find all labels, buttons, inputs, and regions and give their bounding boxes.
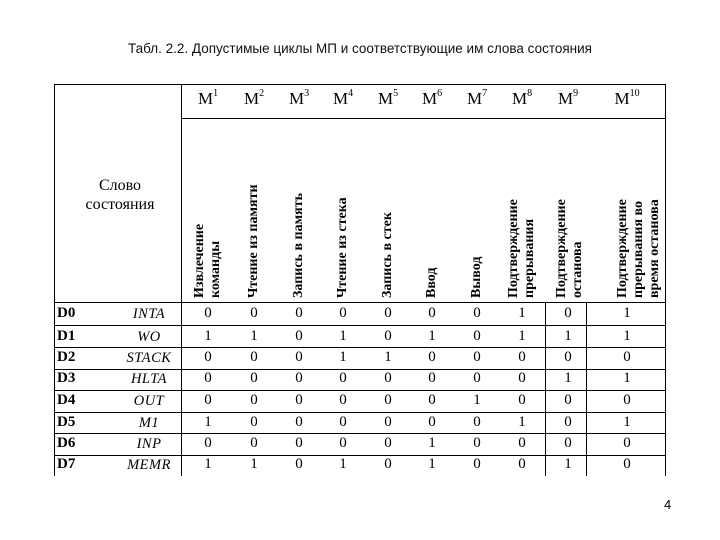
table-cell: 0 xyxy=(250,370,258,386)
table-cell: 0 xyxy=(623,392,631,408)
table-cell: 1 xyxy=(564,370,572,386)
table-cell: 1 xyxy=(518,305,526,321)
cycle-header-2 xyxy=(232,88,276,109)
table-cell: 0 xyxy=(295,435,303,451)
table-cell: 0 xyxy=(295,370,303,386)
cycle-letter: M xyxy=(511,89,528,108)
table-cell: 0 xyxy=(518,435,526,451)
table-cell: 0 xyxy=(473,349,481,365)
table-cell: 0 xyxy=(295,328,303,344)
cycle-letter: M xyxy=(614,89,630,108)
cycle-label-text: Запись в стек xyxy=(380,212,395,298)
table-cell: 1 xyxy=(518,328,526,344)
table-cell: 0 xyxy=(518,392,526,408)
table-cell: 1 xyxy=(339,328,347,344)
cycle-letter: M xyxy=(243,89,260,108)
table-cell: 0 xyxy=(295,392,303,408)
table-cell: 0 xyxy=(428,392,436,408)
table-cell: 0 xyxy=(339,392,347,408)
table-cell: 1 xyxy=(428,435,436,451)
table-cell: 1 xyxy=(204,328,212,344)
cycle-letter: M xyxy=(557,89,574,108)
grid-hline-1 xyxy=(54,302,666,303)
cycle-letter: M xyxy=(197,89,214,108)
table-cell: 0 xyxy=(204,435,212,451)
table-cell: 0 xyxy=(339,435,347,451)
grid-hline-5 xyxy=(54,390,666,391)
table-cell: 1 xyxy=(204,456,212,472)
table-cell: 0 xyxy=(204,392,212,408)
table-cell: 0 xyxy=(428,414,436,430)
table-cell: 1 xyxy=(339,349,347,365)
table-caption: Табл. 2.2. Допустимые циклы МП и соответствующие им слова состояния xyxy=(128,41,592,56)
status-bit-label: D7 xyxy=(57,456,76,472)
table-cell: 0 xyxy=(384,370,392,386)
cycle-index: 6 xyxy=(437,88,443,99)
cycle-header-4 xyxy=(321,88,365,109)
table-cell: 1 xyxy=(250,328,258,344)
cycle-header-10 xyxy=(605,88,649,109)
table-cell: 1 xyxy=(564,328,572,344)
signal-name: STACK xyxy=(126,350,172,366)
table-cell: 0 xyxy=(295,349,303,365)
table-cell: 1 xyxy=(428,328,436,344)
status-bit-label: D3 xyxy=(57,370,76,386)
grid-hline-2 xyxy=(54,325,666,326)
table-cell: 0 xyxy=(623,435,631,451)
table-cell: 0 xyxy=(250,435,258,451)
signal-name: INP xyxy=(136,436,162,452)
table-cell: 1 xyxy=(339,456,347,472)
cycle-index: 4 xyxy=(348,88,354,99)
cycle-letter: M xyxy=(332,89,349,108)
table-cell: 0 xyxy=(623,349,631,365)
cycle-label-text: Подтверждение останова xyxy=(554,199,585,298)
table-cell: 0 xyxy=(339,305,347,321)
page-number: 4 xyxy=(664,497,672,512)
table-cell: 0 xyxy=(518,456,526,472)
cycle-label-text: Чтение из стека xyxy=(335,197,350,298)
cycle-header-1 xyxy=(186,88,230,109)
cycle-header-5 xyxy=(366,88,410,109)
grid-hline-3 xyxy=(54,347,666,348)
grid-vline-1 xyxy=(545,302,546,476)
cycle-index: 9 xyxy=(573,88,579,99)
cycle-index: 2 xyxy=(259,88,265,99)
table-cell: 0 xyxy=(564,435,572,451)
table-cell: 1 xyxy=(384,349,392,365)
table-cell: 0 xyxy=(204,305,212,321)
table-cell: 0 xyxy=(384,305,392,321)
cycle-label-text: Ввод xyxy=(424,267,439,298)
table-cell: 0 xyxy=(473,328,481,344)
status-bit-label: D5 xyxy=(57,414,76,430)
cycle-index: 5 xyxy=(393,88,399,99)
cycle-label-text: Подтверждение прерывания во время останова xyxy=(615,199,662,298)
table-cell: 0 xyxy=(564,349,572,365)
table-cell: 0 xyxy=(384,328,392,344)
status-bit-label: D1 xyxy=(57,328,76,344)
table-cell: 1 xyxy=(564,456,572,472)
grid-hline-6 xyxy=(54,412,666,413)
grid-hline-7 xyxy=(54,433,666,434)
cycle-letter: M xyxy=(288,89,305,108)
table-cell: 0 xyxy=(295,456,303,472)
signal-name: OUT xyxy=(133,393,165,409)
table-cell: 1 xyxy=(623,370,631,386)
table-cell: 0 xyxy=(204,370,212,386)
table-cell: 0 xyxy=(339,414,347,430)
cycle-letter: M xyxy=(377,89,394,108)
table-cell: 1 xyxy=(250,456,258,472)
table-cell: 1 xyxy=(428,456,436,472)
status-bit-label: D2 xyxy=(57,349,76,365)
cycle-header-7 xyxy=(455,88,499,109)
cycle-letter: M xyxy=(421,89,438,108)
cycle-index: 1 xyxy=(213,88,219,99)
table-cell: 0 xyxy=(384,392,392,408)
table-cell: 0 xyxy=(428,305,436,321)
table-cell: 0 xyxy=(428,370,436,386)
table-cell: 0 xyxy=(384,435,392,451)
table-cell: 0 xyxy=(473,456,481,472)
signal-name: MEMR xyxy=(127,457,171,473)
table-cell: 0 xyxy=(473,305,481,321)
signal-name: HLTA xyxy=(130,371,168,387)
table-cell: 0 xyxy=(473,435,481,451)
cycle-header-3 xyxy=(277,88,321,109)
table-cell: 0 xyxy=(295,414,303,430)
table-cell: 0 xyxy=(384,414,392,430)
cycle-index: 8 xyxy=(527,88,533,99)
cycle-label-text: Извлечение команды xyxy=(192,223,223,298)
table-cell: 1 xyxy=(623,305,631,321)
signal-name: M1 xyxy=(138,415,160,431)
table-cell: 0 xyxy=(564,305,572,321)
table-cell: 0 xyxy=(204,349,212,365)
table-cell: 0 xyxy=(518,349,526,365)
table-cell: 1 xyxy=(623,414,631,430)
table-cell: 0 xyxy=(250,414,258,430)
cycle-label-text: Вывод xyxy=(469,256,484,298)
grid-hline-0 xyxy=(181,118,666,119)
table-cell: 1 xyxy=(473,392,481,408)
status-bit-label: D0 xyxy=(57,305,76,321)
status-word-header: Слово состояния xyxy=(85,177,155,213)
cycle-label-text: Чтение из памяти xyxy=(246,184,261,298)
table-cell: 0 xyxy=(473,414,481,430)
cycle-header-8 xyxy=(500,88,544,109)
table-cell: 0 xyxy=(250,305,258,321)
signal-name: WO xyxy=(137,329,161,345)
table-cell: 0 xyxy=(623,456,631,472)
table-cell: 1 xyxy=(518,414,526,430)
cycle-index: 7 xyxy=(482,88,488,99)
status-bit-label: D4 xyxy=(57,392,76,408)
table-cell: 0 xyxy=(428,349,436,365)
table-cell: 0 xyxy=(339,370,347,386)
table-cell: 1 xyxy=(623,328,631,344)
cycle-letter: M xyxy=(466,89,483,108)
cycle-header-6 xyxy=(410,88,454,109)
cycle-header-9 xyxy=(546,88,590,109)
table-cell: 0 xyxy=(564,414,572,430)
table-cell: 0 xyxy=(473,370,481,386)
cycle-label-text: Подтверждение прерывания xyxy=(506,199,537,298)
status-bit-label: D6 xyxy=(57,435,76,451)
table-cell: 1 xyxy=(204,414,212,430)
table-cell: 0 xyxy=(564,392,572,408)
signal-name: INTA xyxy=(132,306,166,322)
grid-vline-2 xyxy=(586,302,587,476)
table-cell: 0 xyxy=(250,392,258,408)
table-cell: 0 xyxy=(384,456,392,472)
table-cell: 0 xyxy=(518,370,526,386)
table-cell: 0 xyxy=(250,349,258,365)
cycle-label-text: Запись в память xyxy=(291,193,306,298)
cycle-index: 10 xyxy=(629,88,640,99)
table-cell: 0 xyxy=(295,305,303,321)
cycle-index: 3 xyxy=(304,88,310,99)
